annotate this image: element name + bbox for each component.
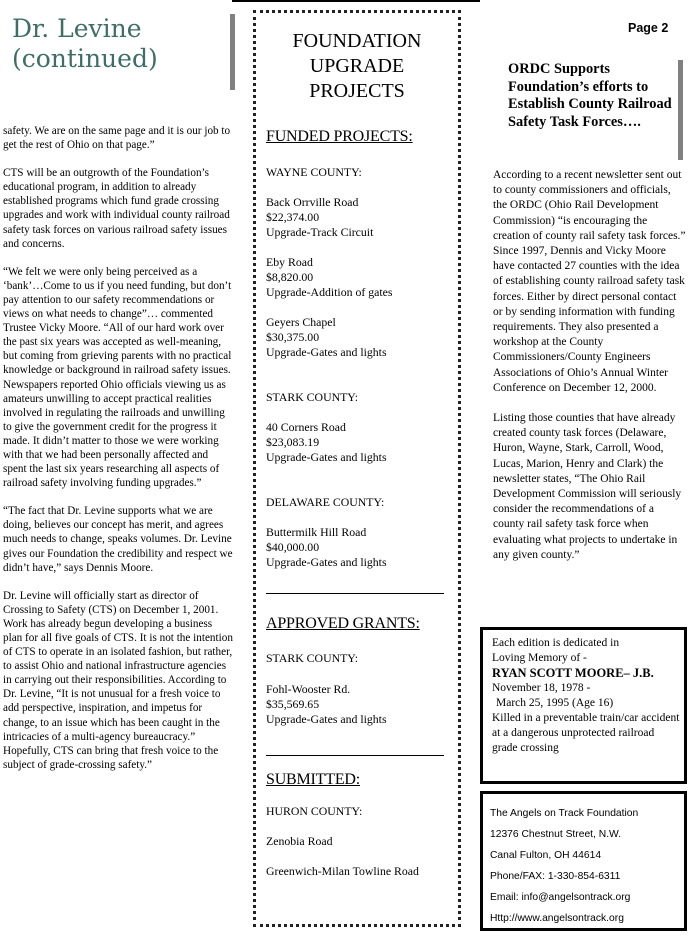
county-label: DELAWARE COUNTY: bbox=[266, 495, 385, 509]
section-divider bbox=[266, 755, 444, 756]
heading-line-2: (continued) bbox=[12, 44, 158, 73]
project-type: Upgrade-Gates and lights bbox=[266, 345, 387, 359]
section-divider bbox=[266, 593, 444, 594]
memorial-text: Killed in a preventable train/car accident at a dangerous unprotected railroad grade crossing bbox=[492, 712, 680, 754]
project-amount: $30,375.00 bbox=[266, 330, 320, 344]
article-heading bbox=[12, 14, 227, 74]
approved-grants-heading: APPROVED GRANTS: bbox=[266, 615, 420, 632]
heading-accent-bar bbox=[230, 14, 235, 90]
county-label: STARK COUNTY: bbox=[266, 651, 359, 665]
paragraph: safety. We are on the same page and it is our job to get the rest of Ohio on that page.” bbox=[3, 125, 231, 152]
submitted-heading: SUBMITTED: bbox=[266, 771, 361, 788]
project-type: Upgrade-Gates and lights bbox=[266, 555, 387, 569]
upgrade-projects-box bbox=[253, 10, 461, 927]
project-amount: $22,374.00 bbox=[266, 210, 320, 224]
project-amount: $40,000.00 bbox=[266, 540, 320, 554]
project-name: Eby Road bbox=[266, 255, 313, 269]
memorial-death-date: March 25, 1995 (Age 16) bbox=[496, 697, 614, 709]
contact-organization: The Angels on Track Foundation bbox=[490, 808, 639, 819]
project-type: Upgrade-Gates and lights bbox=[266, 712, 387, 726]
county-label: HURON COUNTY: bbox=[266, 804, 363, 818]
contact-website: Http://www.angelsontrack.org bbox=[490, 913, 624, 924]
paragraph: CTS will be an outgrowth of the Foundation’s educational program, in addition to already established programs which fund grade crossing upgrades and work with individual county railroad safety task forces on various railroad safety issues and concerns. bbox=[3, 167, 230, 250]
project-amount: $8,820.00 bbox=[266, 270, 314, 284]
project-type: Upgrade-Track Circuit bbox=[266, 225, 374, 239]
ordc-article-body bbox=[493, 168, 686, 578]
project-name: Fohl-Wooster Rd. bbox=[266, 682, 351, 696]
memorial-line: Loving Memory of - bbox=[492, 652, 587, 664]
contact-email: Email: info@angelsontrack.org bbox=[490, 892, 631, 903]
title-line: FOUNDATION bbox=[292, 30, 422, 52]
paragraph: According to a recent newsletter sent out to county commissioners and officials, the ORDC (Ohio Rail Development Commission) “is encouraging the creation of county rail safety task forces.” Since 1997, Dennis and Vicky Moore have contacted 27 counties with the idea of establishing county railroad safety task forces. Either by direct personal contact or by sending information with funding requirements. They also presented a workshop at the County Commissioners/County Engineers Associations of Ohio’s Annual Winter Conference on December 12, 2000. bbox=[493, 169, 686, 394]
projects-title bbox=[256, 29, 458, 104]
project-amount: $35,569.65 bbox=[266, 697, 320, 711]
county-label: WAYNE COUNTY: bbox=[266, 165, 362, 179]
project-type: Upgrade-Gates and lights bbox=[266, 450, 387, 464]
project-name: Greenwich-Milan Towline Road bbox=[266, 864, 419, 878]
paragraph: “The fact that Dr. Levine supports what we are doing, believes our concept has merit, and agrees much needs to change, speaks volumes. Dr. Levine gives our Foundation the credibility and respect we didn’t have,” says Dennis Moore. bbox=[3, 505, 233, 574]
paragraph: Listing those counties that have already created county task forces (Delaware, Huron, Wayne, Stark, Carroll, Wood, Lucas, Marion, Henry and Clark) the newsletter states, “The Ohio Rail Development Commission will seriously consider the recommendations of a county rail safety task force when evaluating what projects to undertake in any given county.” bbox=[493, 412, 682, 561]
ordc-article-title: ORDC Supports Foundation’s efforts to Establish County Railroad Safety Task Forces…. bbox=[508, 61, 672, 130]
heading-line-1: Dr. Levine bbox=[12, 14, 142, 43]
contact-phone: Phone/FAX: 1-330-854-6311 bbox=[490, 871, 621, 882]
project-name: Zenobia Road bbox=[266, 834, 333, 848]
title-accent-bar bbox=[678, 60, 683, 160]
project-amount: $23,083.19 bbox=[266, 435, 320, 449]
contact-street: 12376 Chestnut Street, N.W. bbox=[490, 829, 622, 840]
memorial-name: RYAN SCOTT MOORE– J.B. bbox=[492, 666, 654, 680]
memorial-box bbox=[480, 627, 687, 784]
county-label: STARK COUNTY: bbox=[266, 390, 359, 404]
memorial-line: Each edition is dedicated in bbox=[492, 637, 620, 649]
title-line: PROJECTS bbox=[309, 80, 405, 102]
paragraph: “We felt we were only being perceived as a ‘bank’…Come to us if you need funding, but don’t pay attention to our safety recommendations or views on what needs to change”… commented Trustee Vicky Moore. “All of our hard work over the past six years was accepted as well-meaning, but coming from grieving parents with no practical knowledge or background in railroad safety issues. Newspapers reported Ohio officials viewing us as amateurs unwilling to accept practical realities involved in regulating the railroads and unwilling to give the government credit for the progress it made. It didn’t matter to those we were working with that we had been personally affected and spent the last six years researching all aspects of railroad safety involving funding upgrades.” bbox=[3, 265, 232, 490]
project-name: 40 Corners Road bbox=[266, 420, 346, 434]
project-name: Back Orrville Road bbox=[266, 195, 359, 209]
paragraph: Dr. Levine will officially start as director of Crossing to Safety (CTS) on December 1, 2001. Work has already begun developing a business plan for all five goals of CTS. It is not the intention of CTS to operate in an isolated fashion, but rather, to assist Ohio and national infrastructure agencies in carrying out their responsibilities. According to Dr. Levine, “It is not unusual for a fresh voice to add perspective, inspiration, and impetus for change, to an issue which has been caught in the intricacies of a multi-agency bureaucracy.” Hopefully, CTS can bring that fresh voice to the subject of grade-crossing safety.” bbox=[3, 589, 233, 771]
contact-box bbox=[480, 791, 687, 931]
contact-city: Canal Fulton, OH 44614 bbox=[490, 850, 602, 861]
project-name: Buttermilk Hill Road bbox=[266, 525, 367, 539]
page-number: Page 2 bbox=[628, 21, 669, 35]
memorial-birth-date: November 18, 1978 - bbox=[492, 682, 591, 694]
project-type: Upgrade-Addition of gates bbox=[266, 285, 393, 299]
article-body bbox=[3, 124, 233, 786]
project-name: Geyers Chapel bbox=[266, 315, 336, 329]
funded-projects-heading: FUNDED PROJECTS: bbox=[266, 128, 413, 145]
title-line: UPGRADE bbox=[309, 55, 405, 77]
top-rule bbox=[232, 0, 480, 2]
